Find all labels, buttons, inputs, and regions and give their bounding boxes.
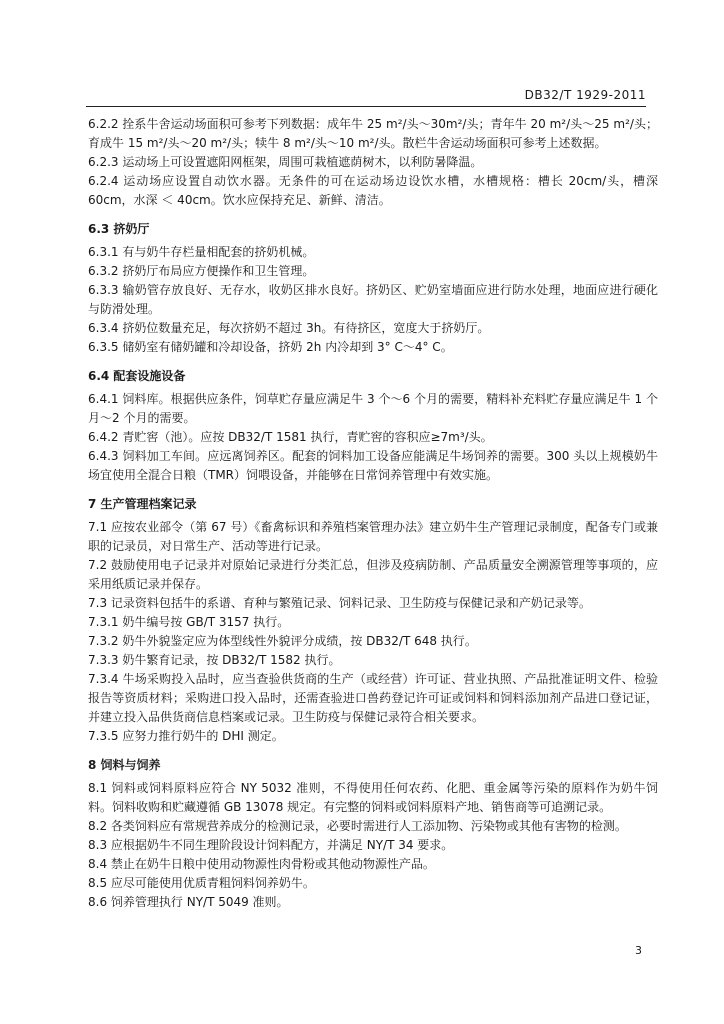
page-body — [88, 115, 658, 912]
clause-7-2: 7.2 鼓励使用电子记录并对原始记录进行分类汇总，但涉及疫病防制、产品质量安全溯源管理等事项的，应采用纸质记录并保存。 — [88, 558, 658, 591]
clause-6-3-3: 6.3.3 输奶管存放良好、无存水，收奶区排水良好。挤奶区、贮奶室墙面应进行防水处理，地面应进行硬化与防滑处理。 — [88, 283, 658, 316]
clause-6-3-2: 6.3.2 挤奶厅布局应方便操作和卫生管理。 — [88, 264, 315, 278]
clause-7-1: 7.1 应按农业部令（第 67 号）《畜禽标识和养殖档案管理办法》建立奶牛生产管理记录制度，配备专门或兼职的记录员，对日常生产、活动等进行记录。 — [88, 520, 658, 553]
clause-7-3-5: 7.3.5 应努力推行奶牛的 DHI 测定。 — [88, 729, 284, 743]
section-heading-7: 7 生产管理档案记录 — [88, 497, 197, 511]
section-heading-6-4: 6.4 配套设施设备 — [88, 369, 186, 383]
clause-7-3-2: 7.3.2 奶牛外貌鉴定应为体型线性外貌评分成绩，按 DB32/T 648 执行。 — [88, 634, 477, 648]
clause-6-4-1: 6.4.1 饲料库。根据供应条件，饲草贮存量应满足牛 3 个～6 个月的需要，精料补充料贮存量应满足牛 1 个月～2 个月的需要。 — [88, 392, 658, 425]
clause-6-3-1: 6.3.1 有与奶牛存栏量相配套的挤奶机械。 — [88, 245, 315, 259]
clause-8-6: 8.6 饲养管理执行 NY/T 5049 准则。 — [88, 895, 289, 909]
clause-7-3: 7.3 记录资料包括牛的系谱、育种与繁殖记录、饲料记录、卫生防疫与保健记录和产奶记录等。 — [88, 596, 591, 610]
clause-6-4-2: 6.4.2 青贮窖（池）。应按 DB32/T 1581 执行，青贮窖的容积应≥7m³/头。 — [88, 430, 493, 444]
clause-8-4: 8.4 禁止在奶牛日粮中使用动物源性肉骨粉或其他动物源性产品。 — [88, 857, 435, 871]
page-number: 3 — [635, 944, 642, 957]
clause-8-1: 8.1 饲料或饲料原料应符合 NY 5032 准则，不得使用任何农药、化肥、重金属等污染的原料作为奶牛饲料。饲料收购和贮藏遵循 GB 13078 规定。有完整的饲料或饲料原料产地、销售商等可追溯记录。 — [88, 781, 658, 814]
clause-8-5: 8.5 应尽可能使用优质青粗饲料饲养奶牛。 — [88, 876, 315, 890]
clause-7-3-4: 7.3.4 牛场采购投入品时，应当查验供货商的生产（或经营）许可证、营业执照、产品批准证明文件、检验报告等资质材料；采购进口投入品时，还需查验进口兽药登记许可证或饲料和饲料添加剂产品进口登记证，并建立投入品供货商信息档案或记录。卫生防疫与保健记录符合相关要求。 — [88, 672, 658, 724]
standard-code: DB32/T 1929-2011 — [524, 88, 646, 102]
clause-6-4-3: 6.4.3 饲料加工车间。应远离饲养区。配套的饲料加工设备应能满足牛场饲养的需要。300 头以上规模奶牛场宜使用全混合日粮（TMR）饲喂设备，并能够在日常饲养管理中有效实施。 — [88, 449, 658, 482]
clause-6-3-4: 6.3.4 挤奶位数量充足，每次挤奶不超过 3h。有待挤区，宽度大于挤奶厅。 — [88, 321, 490, 335]
clause-7-3-1: 7.3.1 奶牛编号按 GB/T 3157 执行。 — [88, 615, 290, 629]
clause-8-3: 8.3 应根据奶牛不同生理阶段设计饲料配方，并满足 NY/T 34 要求。 — [88, 838, 454, 852]
header-divider — [86, 106, 646, 107]
clause-6-3-5: 6.3.5 储奶室有储奶罐和冷却设备，挤奶 2h 内冷却到 3° C～4° C。 — [88, 340, 453, 354]
clause-7-3-3: 7.3.3 奶牛繁育记录，按 DB32/T 1582 执行。 — [88, 653, 341, 667]
section-heading-8: 8 饲料与饲养 — [88, 758, 161, 772]
clause-8-2: 8.2 各类饲料应有常规营养成分的检测记录，必要时需进行人工添加物、污染物或其他有害物的检测。 — [88, 819, 627, 833]
clause-6-2-3: 6.2.3 运动场上可设置遮阳网框架，周围可栽植遮荫树木，以利防暑降温。 — [88, 155, 483, 169]
clause-6-2-4: 6.2.4 运动场应设置自动饮水器。无条件的可在运动场边设饮水槽，水槽规格：槽长 20cm/头，槽深 60cm，水深 ＜ 40cm。饮水应保持充足、新鲜、清洁。 — [88, 174, 658, 207]
clause-6-2-2: 6.2.2 拴系牛舍运动场面积可参考下列数据：成年牛 25 m²/头～30m²/头；青年牛 20 m²/头～25 m²/头；育成牛 15 m²/头～20 m²/头；犊牛 8 m²/头～10 m²/头。散栏牛舍运动场面积可参考上述数据。 — [88, 117, 658, 150]
section-heading-6-3: 6.3 挤奶厅 — [88, 222, 150, 236]
